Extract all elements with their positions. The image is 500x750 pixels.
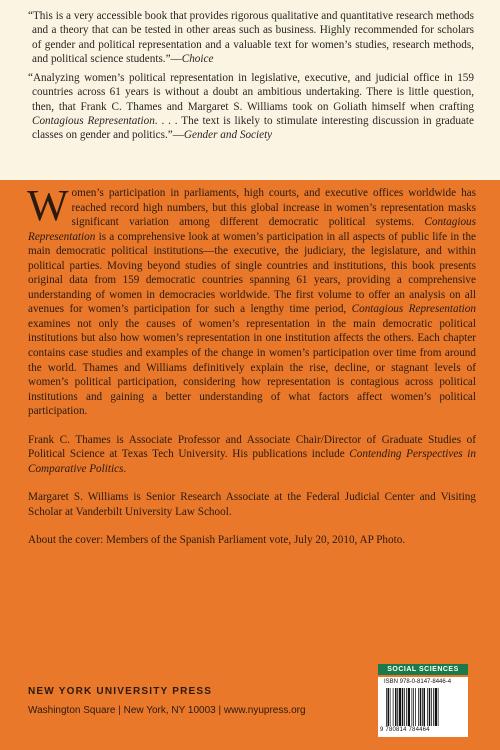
- author-bio-thames: [28, 433, 476, 477]
- review-book-title: Contagious Representation: [32, 115, 155, 128]
- review-text-end: . . . . The text is likely to stimulate interesting discussion in graduate classes on gender and politics.”—: [32, 115, 474, 142]
- bio-text: Frank C. Thames is Associate Professor and Associate Chair/Director of Graduate Studies of Political Science at Texas Tech University. His publications include: [28, 433, 476, 461]
- book-title: Contagious Representation: [28, 216, 476, 243]
- about-the-cover: About the cover: Members of the Spanish Parliament vote, July 20, 2010, AP Photo.: [28, 534, 406, 547]
- review-text: “Analyzing women’s political representation in legislative, executive, and judicial office in 159 countries across 61 years is without a doubt an ambitious undertaking. There is little question, then, that Frank C. Thames and Margaret S. Williams took on Goliath himself when crafting: [28, 72, 474, 113]
- publisher-name: NEW YORK UNIVERSITY PRESS: [28, 686, 213, 697]
- review-source: Gender and Society: [183, 129, 273, 142]
- publisher-address: Washington Square | New York, NY 10003 | www.nyupress.org: [28, 705, 306, 716]
- barcode-digits: 9 780814 784464: [380, 727, 430, 733]
- drop-cap: W: [27, 181, 69, 230]
- publication-title: Contending Perspectives in Comparative Politics: [28, 448, 476, 475]
- review-source: Choice: [181, 52, 214, 65]
- publisher-imprint: [28, 686, 306, 716]
- book-description: [27, 181, 476, 548]
- description-text: is a comprehensive look at women’s participation in all aspects of public life in the main democratic political institutions—the executive, the judiciary, the legislature, and within political parties. Moving beyond studies of single countries and institutions, this book presents original data from 159 democratic countries spanning 61 years, providing a comprehensive understanding of women in democracies worldwide. The first volume to offer an analysis on all avenues for women’s participation for such a lengthy time period,: [28, 230, 476, 316]
- review-choice: [28, 9, 474, 66]
- book-title: Contagious Representation: [351, 303, 476, 316]
- review-gender-and-society: [28, 71, 474, 142]
- isbn-number: ISBN 978-0-8147-8446-4: [384, 679, 452, 685]
- description-text: omen’s participation in parliaments, high courts, and executive offices worldwide has reached record high numbers, but this global increase in women’s representation masks significant variation among different democratic political systems.: [71, 187, 476, 229]
- review-text: “This is a very accessible book that provides rigorous qualitative and quantitative research methods and a theory that can be tested in other areas such as business. Highly recommended for scholars of gender and political representation and a valuable text for women’s studies, research methods, and political science students.”—: [28, 10, 474, 65]
- barcode-bars: [386, 688, 460, 726]
- author-bio-williams: Margaret S. Williams is Senior Research Associate at the Federal Judicial Center and Visiting Scholar at Vanderbilt University Law School.: [28, 491, 476, 518]
- isbn-barcode: [378, 677, 468, 737]
- bio-text-end: .: [123, 462, 127, 475]
- reviews-panel: [0, 0, 500, 180]
- description-text: examines not only the causes of women’s representation in the main democratic political institutions but also how women’s representation in one institution affects the others. Each chapter contains case studies and examples of the change in women’s participation over time from around the world. Thames and Williams definitively explain the rise, decline, or stagnant levels of women’s political participation, considering how representation is contagious across political institutions and gaining a better understanding of what factors affect women’s political participation.: [28, 317, 476, 418]
- description-paragraph: [27, 181, 476, 419]
- category-label: SOCIAL SCIENCES: [378, 664, 468, 675]
